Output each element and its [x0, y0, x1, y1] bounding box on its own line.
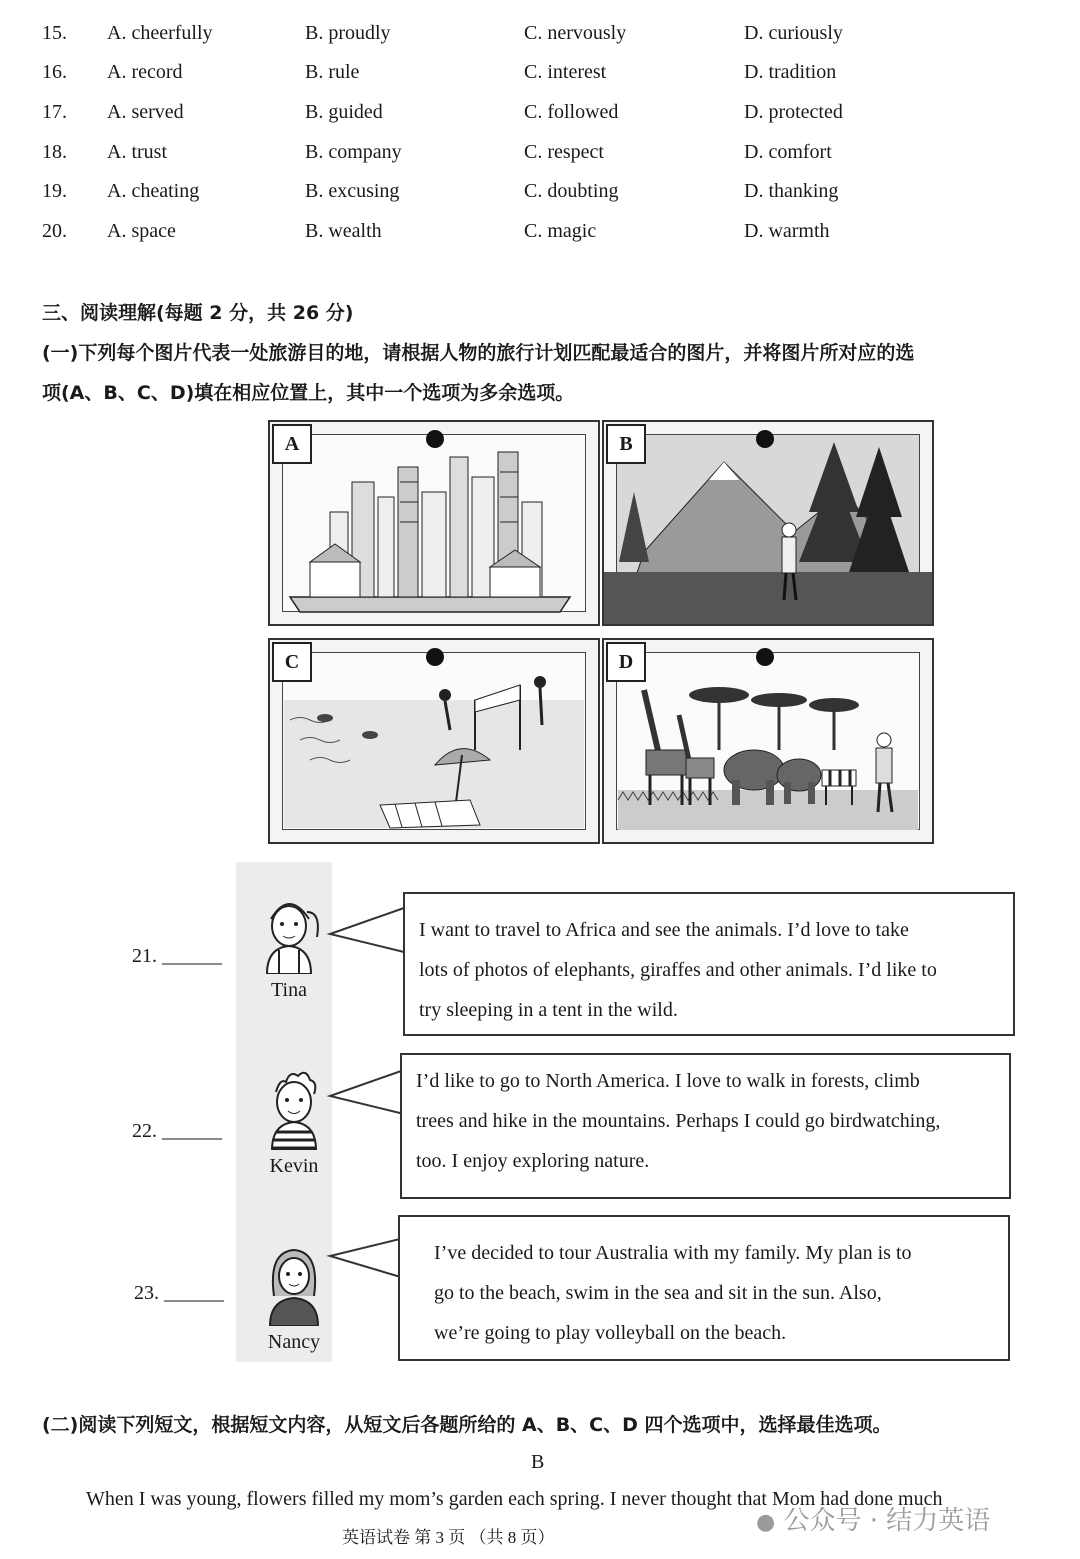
picture-letter: D: [606, 642, 646, 682]
watermark: [756, 1500, 990, 1537]
speech-bubble-nancy: [398, 1215, 1010, 1361]
bubble-line: try sleeping in a tent in the wild.: [419, 999, 678, 1021]
speech-tail: [326, 906, 406, 956]
forest-mountain-icon: [604, 422, 932, 624]
option-d: D. warmth: [744, 220, 830, 242]
picture-c: [268, 638, 600, 844]
picture-letter: B: [606, 424, 646, 464]
picture-letter: C: [272, 642, 312, 682]
option-c: C. doubting: [524, 180, 619, 202]
option-c: C. nervously: [524, 22, 627, 44]
question-row-15: [0, 22, 1080, 62]
part1-instruction-line1: (一)下列每个图片代表一处旅游目的地，请根据人物的旅行计划匹配最适合的图片，并将图片所对应的选: [42, 342, 915, 364]
girl-ponytail-icon: [241, 884, 337, 974]
answer-blank-21[interactable]: 21. ______: [132, 945, 222, 967]
question-row-16: [0, 61, 1080, 101]
question-row-20: [0, 220, 1080, 260]
pin-icon: [426, 648, 444, 666]
option-a: A. cheerfully: [107, 22, 213, 44]
option-a: A. cheating: [107, 180, 200, 202]
picture-letter: A: [272, 424, 312, 464]
option-b: B. guided: [305, 101, 383, 123]
bubble-line: too. I enjoy exploring nature.: [416, 1150, 650, 1172]
destination-pictures: [266, 416, 936, 852]
bubble-line: I want to travel to Africa and see the animals. I’d love to take: [419, 919, 909, 941]
pin-icon: [756, 648, 774, 666]
option-d: D. tradition: [744, 61, 837, 83]
person-name: Tina: [271, 979, 307, 1001]
question-row-19: [0, 180, 1080, 220]
city-skyline-icon: [270, 422, 598, 624]
option-d: D. comfort: [744, 141, 832, 163]
page-footer: 英语试卷 第 3 页 （共 8 页）: [342, 1528, 555, 1547]
option-b: B. rule: [305, 61, 360, 83]
question-row-18: [0, 141, 1080, 181]
question-number: 19.: [42, 180, 67, 202]
option-b: B. wealth: [305, 220, 382, 242]
option-b: B. excusing: [305, 180, 400, 202]
bubble-line: go to the beach, swim in the sea and sit in the sun. Also,: [434, 1282, 882, 1304]
option-a: A. served: [107, 101, 184, 123]
option-d: D. curiously: [744, 22, 843, 44]
part2-instruction: (二)阅读下列短文，根据短文内容，从短文后各题所给的 A、B、C、D 四个选项中，选择最佳选项。: [42, 1414, 892, 1436]
safari-animals-icon: [604, 640, 932, 842]
speech-tail: [326, 1068, 406, 1118]
option-c: C. respect: [524, 141, 604, 163]
question-number: 15.: [42, 22, 67, 44]
option-a: A. trust: [107, 141, 167, 163]
passage-first-line: When I was young, flowers filled my mom’s garden each spring. I never thought that Mom had done much: [86, 1488, 943, 1510]
person-name: Kevin: [269, 1155, 319, 1177]
answer-blank-22[interactable]: 22. ______: [132, 1120, 222, 1142]
question-number: 16.: [42, 61, 67, 83]
picture-b: [602, 420, 934, 626]
beach-icon: [270, 640, 598, 842]
option-c: C. followed: [524, 101, 619, 123]
pin-icon: [426, 430, 444, 448]
pin-icon: [756, 430, 774, 448]
speech-bubble-tina: [403, 892, 1015, 1036]
picture-d: [602, 638, 934, 844]
speech-tail: [326, 1236, 406, 1286]
answer-blank-23[interactable]: 23. ______: [134, 1282, 224, 1304]
option-b: B. proudly: [305, 22, 391, 44]
question-number: 17.: [42, 101, 67, 123]
option-d: D. thanking: [744, 180, 839, 202]
speech-bubble-kevin: [400, 1053, 1011, 1199]
picture-a: [268, 420, 600, 626]
watermark-text: 公众号 · 结力英语: [783, 1506, 991, 1536]
bubble-line: I’ve decided to tour Australia with my family. My plan is to: [434, 1242, 912, 1264]
option-a: A. space: [107, 220, 176, 242]
bubble-line: we’re going to play volleyball on the beach.: [434, 1322, 787, 1344]
person-name: Nancy: [267, 1331, 321, 1353]
option-c: C. magic: [524, 220, 597, 242]
bubble-line: I’d like to go to North America. I love to walk in forests, climb: [416, 1070, 920, 1092]
section-title: 三、阅读理解(每题 2 分，共 26 分): [42, 302, 354, 324]
person-tina: [241, 884, 337, 1002]
option-d: D. protected: [744, 101, 843, 123]
question-number: 20.: [42, 220, 67, 242]
option-c: C. interest: [524, 61, 607, 83]
part1-instruction-line2: 项(A、B、C、D)填在相应位置上，其中一个选项为多余选项。: [42, 382, 575, 404]
option-a: A. record: [107, 61, 183, 83]
wechat-icon: ●: [756, 1510, 776, 1535]
question-row-17: [0, 101, 1080, 141]
passage-label: B: [531, 1451, 545, 1473]
question-number: 18.: [42, 141, 67, 163]
option-b: B. company: [305, 141, 402, 163]
bubble-line: lots of photos of elephants, giraffes and other animals. I’d like to: [419, 959, 937, 981]
bubble-line: trees and hike in the mountains. Perhaps I could go birdwatching,: [416, 1110, 941, 1132]
